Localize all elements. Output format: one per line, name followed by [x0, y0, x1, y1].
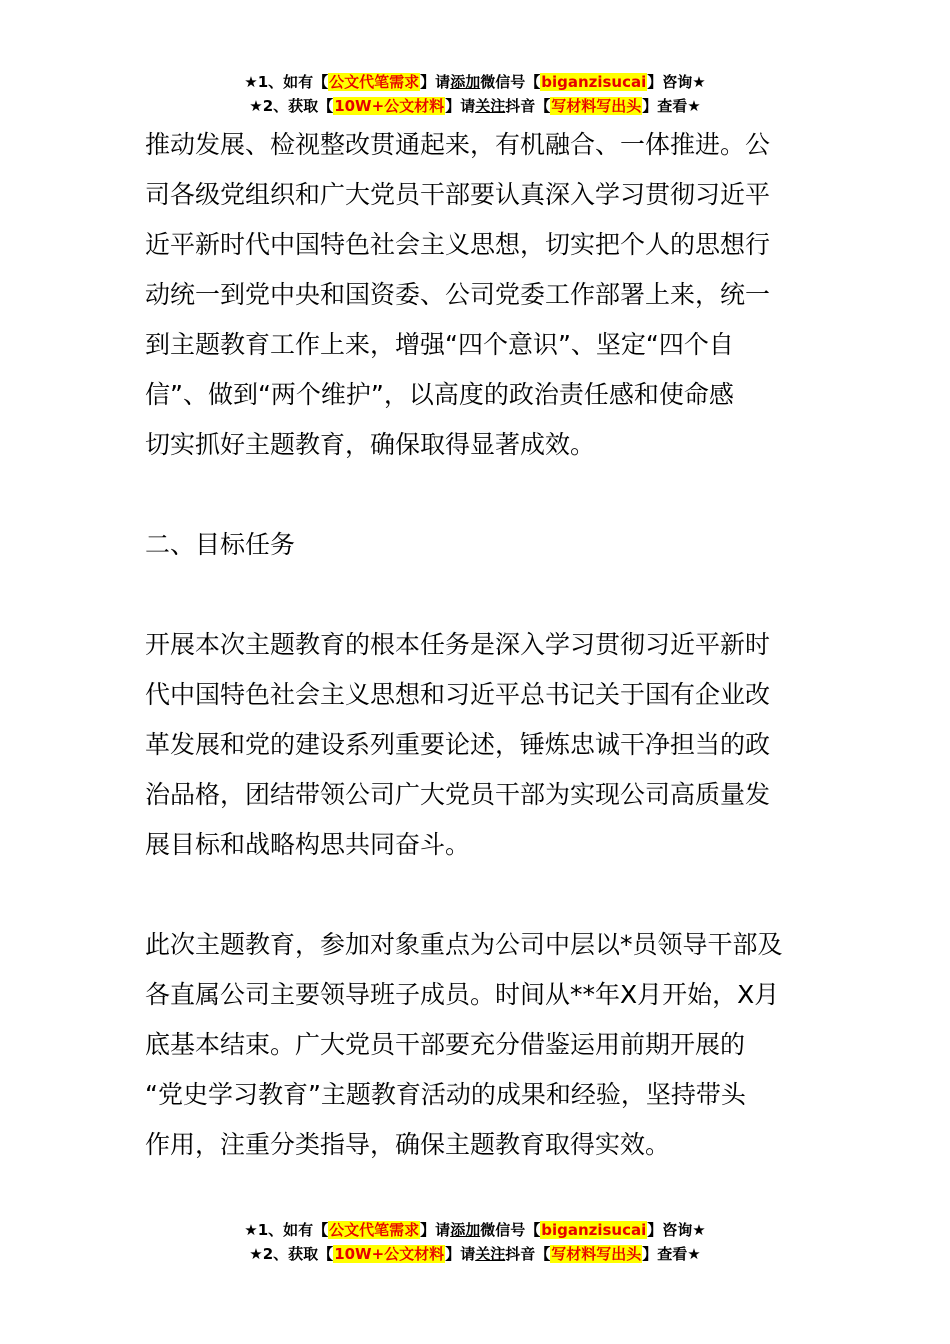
banner-highlight: 写材料写出头: [551, 1245, 642, 1263]
banner-text: 抖音【: [505, 1245, 551, 1263]
text-line: 治品格，团结带领公司广大党员干部为实现公司高质量发: [145, 780, 771, 809]
paragraph-3: [145, 920, 810, 1170]
banner-text: 】咨询★: [647, 73, 706, 91]
banner-line-1: [0, 70, 950, 94]
banner-text: 微信号【: [480, 73, 541, 91]
text-line: 此次主题教育，参加对象重点为公司中层以*员领导干部及: [145, 930, 783, 959]
text-line: 司各级党组织和广大党员干部要认真深入学习贯彻习近平: [145, 180, 771, 209]
banner-underline: 关注: [475, 97, 506, 115]
banner-highlight: biganzisucai: [541, 73, 647, 91]
banner-highlight: biganzisucai: [541, 1221, 647, 1239]
banner-text: 】查看★: [642, 1245, 701, 1263]
text-line: 到主题教育工作上来，增强“四个意识”、坚定“四个自: [145, 330, 734, 359]
banner-text: ★1、如有【: [244, 73, 329, 91]
text-line: 近平新时代中国特色社会主义思想，切实把个人的思想行: [145, 230, 771, 259]
text-line: 各直属公司主要领导班子成员。时间从**年X月开始，X月: [145, 980, 780, 1009]
text-line: “党史学习教育”主题教育活动的成果和经验，坚持带头: [145, 1080, 746, 1109]
text-line: 信”、做到“两个维护”，以高度的政治责任感和使命感: [145, 380, 734, 409]
banner-line-1: [0, 1218, 950, 1242]
text-line: 代中国特色社会主义思想和习近平总书记关于国有企业改: [145, 680, 771, 709]
banner-underline: 关注: [475, 1245, 506, 1263]
section-heading: 二、目标任务: [145, 530, 296, 559]
text-line: 开展本次主题教育的根本任务是深入学习贯彻习近平新时: [145, 630, 771, 659]
banner-underline: 添加: [450, 73, 481, 91]
banner-text: 】请: [445, 97, 476, 115]
banner-text: ★1、如有【: [244, 1221, 329, 1239]
banner-text: 】请: [420, 1221, 451, 1239]
banner-highlight: 公文代笔需求: [329, 73, 420, 91]
paragraph-1: [145, 120, 810, 470]
banner-line-2: [0, 94, 950, 118]
banner-text: 】咨询★: [647, 1221, 706, 1239]
banner-line-2: [0, 1242, 950, 1266]
banner-text: ★2、获取【: [249, 1245, 334, 1263]
banner-text: 】请: [445, 1245, 476, 1263]
banner-highlight: 10W+公文材料: [334, 1245, 445, 1263]
banner-text: 抖音【: [505, 97, 551, 115]
footer-banner: [0, 1218, 950, 1266]
text-line: 切实抓好主题教育，确保取得显著成效。: [145, 430, 596, 459]
banner-text: ★2、获取【: [249, 97, 334, 115]
banner-highlight: 10W+公文材料: [334, 97, 445, 115]
banner-highlight: 写材料写出头: [551, 97, 642, 115]
text-line: 革发展和党的建设系列重要论述，锤炼忠诚干净担当的政: [145, 730, 771, 759]
text-line: 作用，注重分类指导，确保主题教育取得实效。: [145, 1130, 671, 1159]
banner-text: 】查看★: [642, 97, 701, 115]
banner-text: 】请: [420, 73, 451, 91]
paragraph-2: [145, 620, 810, 870]
banner-text: 微信号【: [480, 1221, 541, 1239]
text-line: 推动发展、检视整改贯通起来，有机融合、一体推进。公: [145, 130, 771, 159]
text-line: 动统一到党中央和国资委、公司党委工作部署上来，统一: [145, 280, 771, 309]
text-line: 展目标和战略构思共同奋斗。: [145, 830, 471, 859]
banner-underline: 添加: [450, 1221, 481, 1239]
document-body: [145, 120, 810, 1170]
header-banner: [0, 70, 950, 118]
banner-highlight: 公文代笔需求: [329, 1221, 420, 1239]
text-line: 底基本结束。广大党员干部要充分借鉴运用前期开展的: [145, 1030, 746, 1059]
